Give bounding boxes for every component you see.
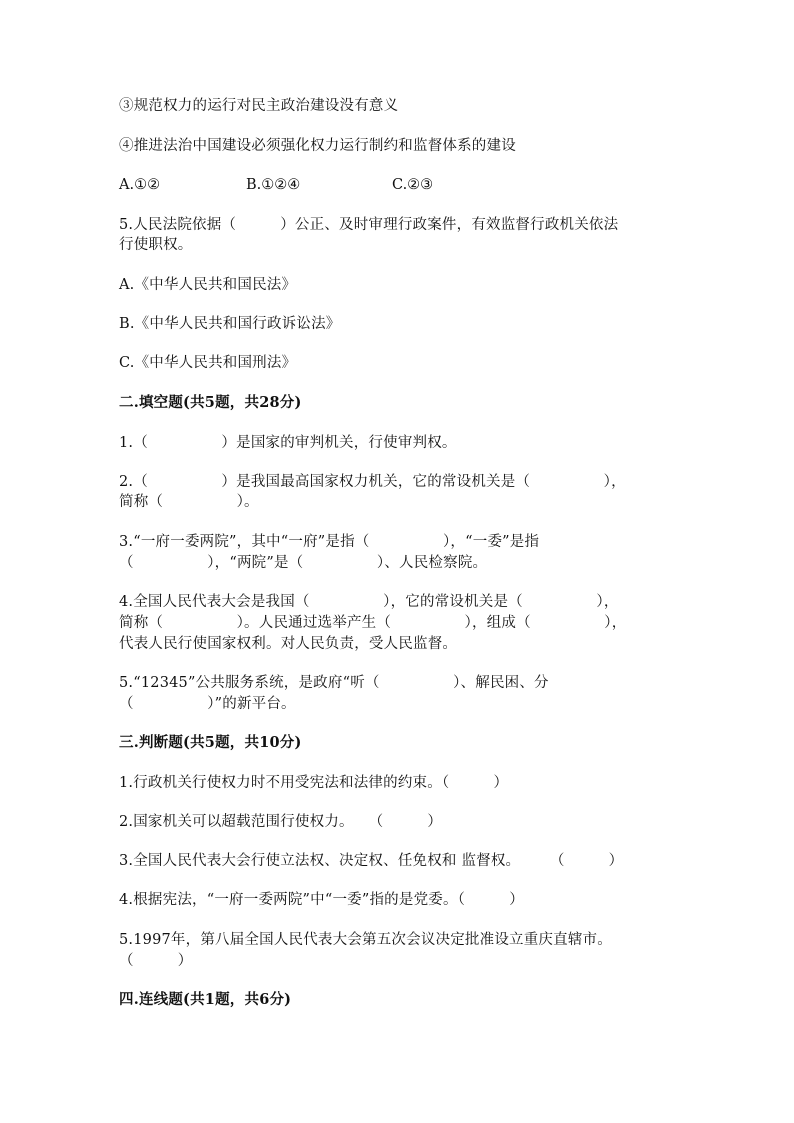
fill-q4-line3: 代表人民行使国家权利。对人民负责，受人民监督。 [119,636,458,652]
tf-q3: 3.全国人民代表大会行使立法权、决定权、任免权和 监督权。 （ ） [119,853,624,869]
q4-options [119,175,679,195]
q5-option-c[interactable]: C.《中华人民共和国刑法》 [119,355,297,371]
fill-q2-line2: 简称（ ）。 [119,494,259,510]
fill-q5-line1: 5.“12345”公共服务系统，是政府“听（ ）、解民困、分 [119,675,549,691]
fill-q4-line2: 简称（ ）。人民通过选举产生（ ），组成（ ）， [119,615,627,631]
q4-option-b[interactable]: B.①②④ [246,177,301,193]
tf-q2: 2.国家机关可以超载范围行使权力。 （ ） [119,814,443,830]
tf-q5-line1: 5.1997年，第八届全国人民代表大会第五次会议决定批准设立重庆直辖市。 [119,932,612,948]
fill-q3-line1: 3.“一府一委两院”，其中“一府”是指（ ），“一委”是指 [119,534,540,550]
fill-q4-line1: 4.全国人民代表大会是我国（ ），它的常设机关是（ ）， [119,594,619,610]
tf-q5-line2: （ ） [119,953,193,969]
section-true-false-title: 三.判断题(共5题，共10分) [119,734,302,751]
q5-option-a[interactable]: A.《中华人民共和国民法》 [119,277,297,293]
q4-item-4: ④推进法治中国建设必须强化权力运行制约和监督体系的建设 [119,138,516,154]
q5-stem-line1: 5.人民法院依据（ ）公正、及时审理行政案件，有效监督行政机关依法 [119,217,619,233]
section-matching-title: 四.连线题(共1题，共6分) [119,991,292,1008]
q4-item-3: ③规范权力的运行对民主政治建设没有意义 [119,98,399,114]
fill-q1: 1.（ ）是国家的审判机关，行使审判权。 [119,435,457,451]
section-fill-blank-title: 二.填空题(共5题，共28分) [119,394,302,411]
q5-stem-line2: 行使职权。 [119,237,193,253]
q5-option-b[interactable]: B.《中华人民共和国行政诉讼法》 [119,316,341,332]
q4-option-c[interactable]: C.②③ [392,177,434,193]
fill-q5-line2: （ ）”的新平台。 [119,696,296,712]
q4-option-a[interactable]: A.①② [119,177,161,193]
tf-q4: 4.根据宪法，“一府一委两院”中“一委”指的是党委。（ ） [119,892,524,908]
fill-q3-line2: （ ），“两院”是（ ）、人民检察院。 [119,555,488,571]
tf-q1: 1.行政机关行使权力时不用受宪法和法律的约束。（ ） [119,775,509,791]
fill-q2-line1: 2.（ ）是我国最高国家权力机关，它的常设机关是（ ）， [119,474,626,490]
